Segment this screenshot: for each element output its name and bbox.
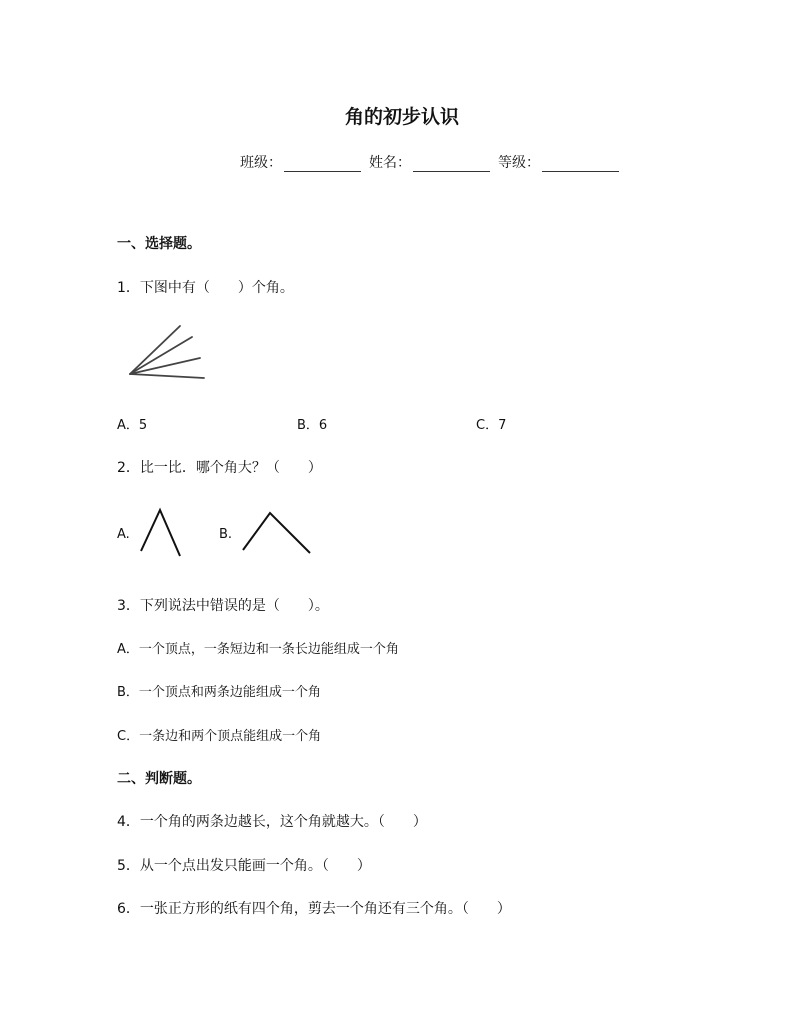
q2-option-a-label[interactable]: A. [117,527,130,542]
page-title: 角的初步认识 [344,106,459,128]
question-5: 5．从一个点出发只能画一个角。（ ） [117,858,371,874]
q3-option-c[interactable]: C．一条边和两个顶点能组成一个角 [117,729,322,744]
q1-option-c[interactable]: C．7 [476,418,507,433]
q1-option-a[interactable]: A．5 [117,418,148,433]
question-1: 1．下图中有（ ）个角。 [117,280,294,296]
section-heading-choice: 一、选择题。 [117,236,201,252]
question-6: 6．一张正方形的纸有四个角，剪去一个角还有三个角。（ ） [117,901,511,917]
name-label: 姓名： [369,155,411,171]
class-label: 班级： [240,155,282,171]
grade-label: 等级： [498,155,540,171]
question-2: 2．比一比．哪个角大？（ ） [117,460,322,476]
q3-option-b[interactable]: B．一个顶点和两条边能组成一个角 [117,685,321,700]
q3-option-a[interactable]: A．一个顶点，一条短边和一条长边能组成一个角 [117,642,399,657]
section-heading-judge: 二、判断题。 [117,771,201,787]
question-3: 3．下列说法中错误的是（ ）。 [117,598,329,614]
q2-option-b-label[interactable]: B. [219,527,233,542]
question-4: 4．一个角的两条边越长，这个角就越大。（ ） [117,814,427,830]
q1-option-b[interactable]: B．6 [297,418,328,433]
